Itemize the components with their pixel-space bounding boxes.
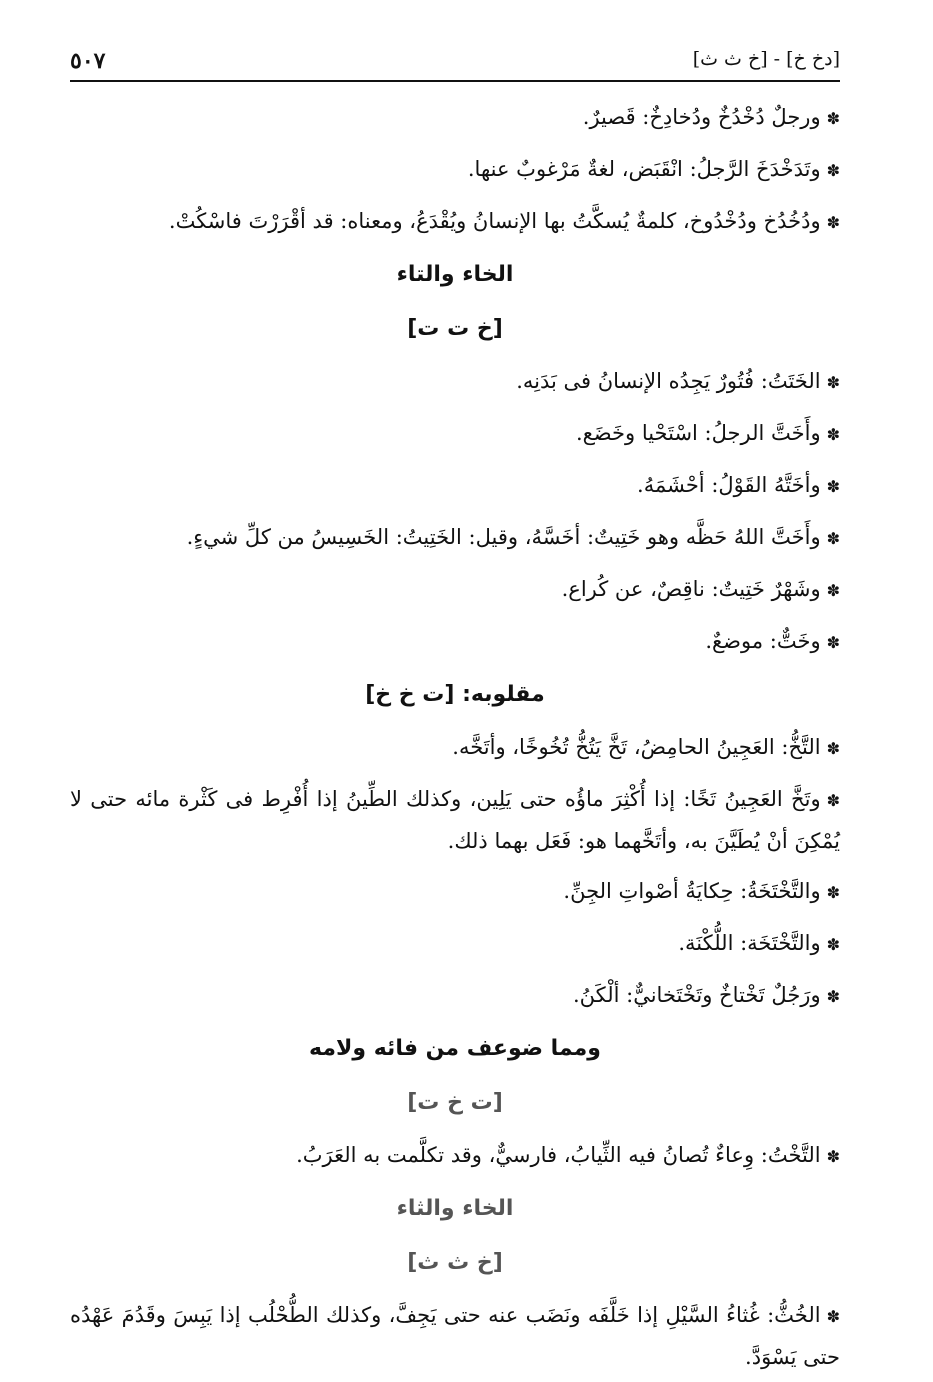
entry-line: ✽وتَخَّ العَجِينُ تَخًا: إذا أُكْثِرَ ماؤُه حتى يَلِين، وكذلك الطِّينُ إذا أُفْرِط فى كَثْرة مائه حتى لا يُمْكِنَ أنْ يُطَيَّنَ به، وأتَخَّهما هو: فَعَل بهما ذلك. <box>70 787 840 853</box>
entry-line: ✽وأَخَتَّ الرجلُ: اسْتَحْيا وخَضَع. <box>575 421 840 445</box>
bullet-star-icon: ✽ <box>826 791 840 810</box>
bullet-star-icon: ✽ <box>826 633 840 652</box>
bullet-star-icon: ✽ <box>826 425 840 444</box>
entry-line: ✽وأخَتَّهُ القَوْلُ: أحْشَمَهُ. <box>637 473 840 497</box>
bullet-star-icon: ✽ <box>826 1147 840 1166</box>
bullet-star-icon: ✽ <box>826 373 840 392</box>
entry-line: ✽ورجلٌ دُخْدُخٌ ودُخادِخٌ: قَصيرٌ. <box>582 105 840 129</box>
entry-line: ✽التَّخُّ: العَجِينُ الحامِضُ، تَخَّ يَتُخُّ تُخُوخًا، وأتَخَّه. <box>452 735 840 759</box>
bullet-star-icon: ✽ <box>826 581 840 600</box>
root-heading: [خ ث ث] <box>407 1250 503 1275</box>
entry-line: ✽ودُخُدُخ ودُخْدُوخ، كلمةٌ يُسكَّتُ بها الإنسانُ ويُقْدَعُ، ومعناه: قد أقْرَرْتَ فاسْكُتْ. <box>168 209 840 233</box>
entry-line: ✽والتَّخْتَخَةُ: حِكايَةُ أصْواتِ الجِنِّ. <box>563 879 840 903</box>
page-number: ٥٠٧ <box>70 48 106 74</box>
entry-line: ✽وشَهْرٌ خَتِيتٌ: ناقِصٌ، عن كُراع. <box>561 577 840 601</box>
bullet-star-icon: ✽ <box>826 477 840 496</box>
bullet-star-icon: ✽ <box>826 161 840 180</box>
entry-line: ✽وتَدَخْدَخَ الرَّجلُ: انْقَبَض، لغةٌ مَرْغوبٌ عنها. <box>467 157 840 181</box>
section-heading: الخاء والثاء <box>396 1196 514 1221</box>
bullet-star-icon: ✽ <box>826 739 840 758</box>
bullet-star-icon: ✽ <box>826 883 840 902</box>
section-heading: ومما ضوعف من فائه ولامه <box>309 1036 601 1061</box>
root-heading: [خ ت ت] <box>407 316 503 341</box>
bullet-star-icon: ✽ <box>826 213 840 232</box>
page-body <box>70 92 840 1382</box>
entry-line: ✽وأَخَتَّ اللهُ حَظَّه وهو خَتِيتٌ: أخَسَّهُ، وقيل: الخَتِيتُ: الخَسِيسُ من كلِّ شيءٍ. <box>186 525 840 549</box>
entry-line: ✽ورَجُلٌ تَخْتاخٌ وتَخْتَخانيٌّ: ألْكَنُ. <box>572 983 840 1007</box>
bullet-star-icon: ✽ <box>826 935 840 954</box>
header-entry-range: [دخ خ] - [خ ث ث] <box>692 48 840 70</box>
subsection-heading: مقلوبه: [ت خ خ] <box>365 682 545 707</box>
section-heading: الخاء والتاء <box>396 262 514 287</box>
page-header <box>70 42 840 82</box>
bullet-star-icon: ✽ <box>826 109 840 128</box>
entry-line: ✽وخَتٌّ: موضعٌ. <box>705 629 840 653</box>
root-heading: [ت خ ت] <box>407 1090 503 1115</box>
bullet-star-icon: ✽ <box>826 1307 840 1326</box>
entry-line: ✽الخَتَتُ: فُتُورٌ يَجِدُه الإنسانُ فى بَدَنِه. <box>516 369 840 393</box>
entry-line: ✽الخُثُّ: غُثاءُ السَّيْلِ إذا خَلَّفَه ونَضَب عنه حتى يَجِفَّ، وكذلك الطُّحْلُب إذا يَبِسَ وقَدُمَ عَهْدُه حتى يَسْوَدَّ. <box>70 1303 840 1369</box>
bullet-star-icon: ✽ <box>826 987 840 1006</box>
entry-line: ✽التَّخْتُ: وِعاءٌ تُصانُ فيه الثِّيابُ، فارسيٌّ، وقد تكلَّمت به العَرَبُ. <box>296 1143 840 1167</box>
entry-line: ✽والتَّخْتَخَة: اللُّكْنَة. <box>678 931 840 955</box>
bullet-star-icon: ✽ <box>826 529 840 548</box>
